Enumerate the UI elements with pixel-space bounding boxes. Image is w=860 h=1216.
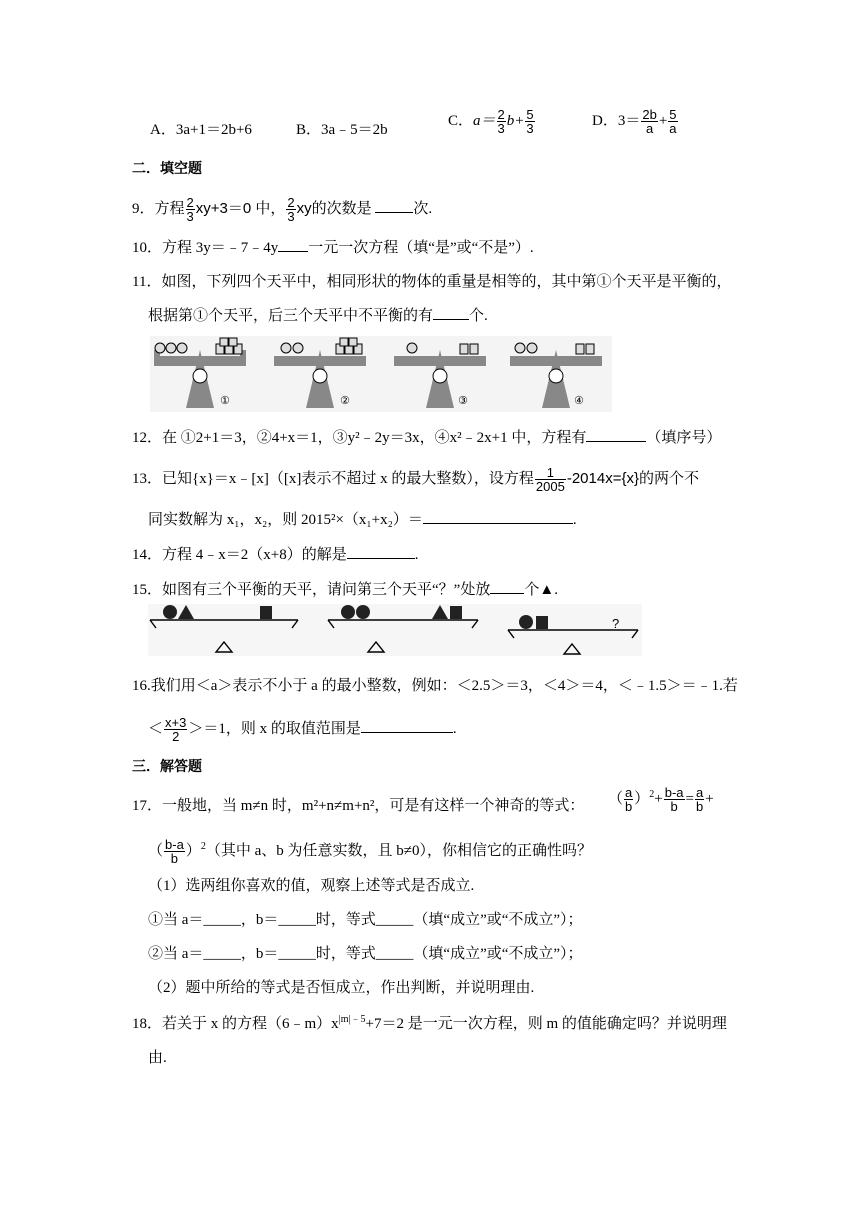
answer-blank[interactable] (347, 543, 415, 559)
question-16-line2: ＜ $\frac{x+3}{2}$ ＞＝1，则 x 的取值范围是 . (148, 715, 457, 744)
question-18: 18．若关于 x 的方程$(6﹣m)x^{|m|﹣5}+7=2$ 是一元一次方程，则 m 的值能确定吗？并说明理 (132, 1014, 727, 1032)
question-13: 13．已知{x}＝x﹣[x]（[x]表示不超过 x 的最大整数），设方程 $\frac{1}{2005}$ -2014x={x}的两个不 (132, 465, 699, 494)
question-14: 14．方程 4﹣x＝2（x+8）的解是 . (132, 543, 418, 565)
answer-blank[interactable] (423, 508, 573, 524)
answer-blank[interactable] (375, 197, 413, 213)
question-17: 17．一般地，当 m≠n 时，m²+n≠m+n²，可是有这样一个神奇的等式： (132, 798, 585, 814)
question-mark: ? (612, 616, 620, 631)
option-b: B．3a﹣5＝2b (296, 122, 388, 138)
scale-label: ④ (574, 394, 584, 407)
option-a: A．3a+1＝2b+6 (150, 122, 252, 138)
question-17-part1: （1）选两组你喜欢的值，观察上述等式是否成立. (148, 878, 475, 894)
question-11-line2: 根据第①个天平，后三个天平中不平衡的有 个. (148, 304, 488, 326)
question-17-case1: ①当 a＝_____，b＝_____时，等式_____（填“成立”或“不成立”）； (148, 912, 583, 928)
scale-label: ① (220, 394, 230, 407)
question-18-line2: 由. (148, 1050, 167, 1066)
question-11: 11．如图，下列四个天平中，相同形状的物体的重量是相等的，其中第①个天平是平衡的， (132, 274, 732, 290)
question-17-case2: ②当 a＝_____，b＝_____时，等式_____（填“成立”或“不成立”）； (148, 946, 583, 962)
three-balance-scales-image (148, 604, 642, 656)
answer-blank[interactable] (490, 578, 524, 594)
balance-scales-image (150, 336, 612, 412)
question-15: 15．如图有三个平衡的天平，请问第三个天平“？”处放 个▲. (132, 578, 558, 600)
equation-part1: （ $\frac{a}{b}$ ）$^2$+ $\frac{b-a}{b}$ = $\frac{a}{b}$ + (608, 785, 714, 814)
question-17-part2: （2）题中所给的等式是否恒成立，作出判断，并说明理由. (148, 980, 535, 996)
option-d: D．3＝ $\frac{2b}{a}$ + $\frac{5}{a}$ (592, 107, 677, 136)
question-9: 9．方程 $\frac{2}{3}$ xy+3＝0 中， $\frac{2}{3}$ xy的次数是 次. (132, 195, 433, 224)
question-12: 12．在 ①2+1＝3，②4+x＝1，③y²﹣2y＝3x，④x²﹣2x+1 中，方程有 （填序号） (132, 426, 721, 448)
section-heading: 三．解答题 (132, 758, 202, 774)
option-c: C．a＝ $\frac{2}{3}$ b+ $\frac{5}{3}$ (448, 107, 534, 136)
fraction: $\frac{2b}{a}$ (642, 107, 657, 136)
section-heading: 二．填空题 (132, 160, 202, 176)
scale-label: ③ (458, 394, 468, 407)
fraction: $\frac{2}{3}$ (497, 107, 505, 136)
answer-blank[interactable] (278, 236, 308, 252)
question-17-line2: （ $\frac{b-a}{b}$ ）$^2$（其中 a、b 为任意实数，且 b≠0），你相信它的正确性吗？ (148, 837, 592, 866)
question-13-line2: 同实数解为 x₁，x₂，则 2015²×（x₁+x₂）＝ . (148, 508, 577, 530)
fraction: $\frac{5}{a}$ (669, 107, 677, 136)
answer-blank[interactable] (433, 304, 469, 320)
scale-label: ② (340, 394, 350, 407)
question-16: 16.我们用＜a＞表示不小于 a 的最小整数，例如：＜2.5＞＝3，＜4＞＝4，＜﹣1.5＞＝﹣1.若 (132, 678, 738, 694)
fraction: $\frac{5}{3}$ (526, 107, 534, 136)
question-10: 10．方程 3y＝﹣7﹣4y 一元一次方程（填“是”或“不是”）. (132, 236, 534, 258)
answer-blank[interactable] (586, 426, 646, 442)
answer-blank[interactable] (361, 717, 453, 733)
